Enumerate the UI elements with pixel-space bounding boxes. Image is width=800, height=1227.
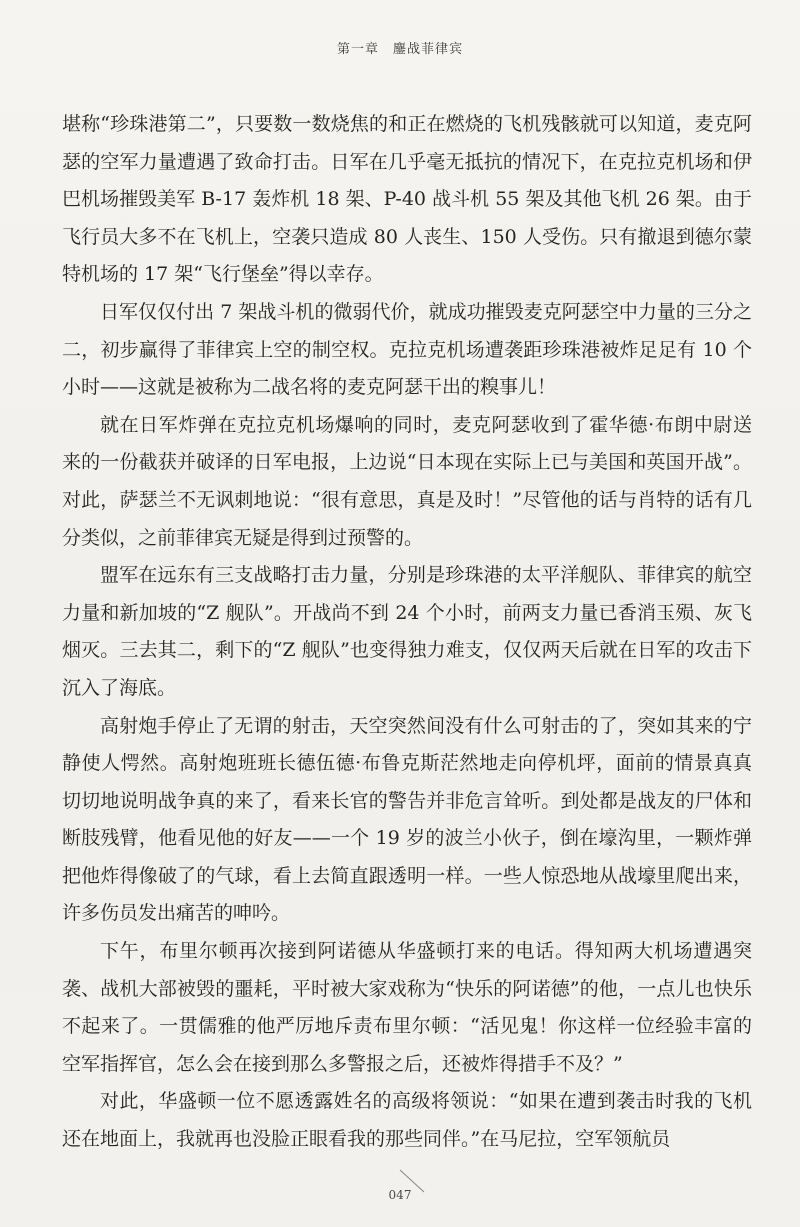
paragraph-1: 堪称“珍珠港第二”，只要数一数烧焦的和正在燃烧的飞机残骸就可以知道，麦克阿瑟的空军力量遭遇了致命打击。日军在几乎毫无抵抗的情况下，在克拉克机场和伊巴机场摧毁美军 B-17 轰炸机 18 架、P-40 战斗机 55 架及其他飞机 26 架。由于飞行员大多不在飞机上，空袭只造成 80 人丧生、150 人受伤。只有撤退到德尔蒙特机场的 17 架“飞行堡垒”得以幸存。 <box>62 113 752 286</box>
paragraph-6: 下午，布里尔顿再次接到阿诺德从华盛顿打来的电话。得知两大机场遭遇突袭、战机大部被毁的噩耗，平时被大家戏称为“快乐的阿诺德”的他，一点儿也快乐不起来了。一贯儒雅的他严厉地斥责布里尔顿：“活见鬼！你这样一位经验丰富的空军指挥官，怎么会在接到那么多警报之后，还被炸得措手不及？” <box>62 940 752 1075</box>
paragraph-5: 高射炮手停止了无谓的射击，天空突然间没有什么可射击的了，突如其来的宁静使人愕然。高射炮班班长德伍德·布鲁克斯茫然地走向停机坪，面前的情景真真切切地说明战争真的来了，看来长官的警告并非危言耸听。到处都是战友的尸体和断肢残臂，他看见他的好友——一个 19 岁的波兰小伙子，倒在壕沟里，一颗炸弹把他炸得像破了的气球，看上去简直跟透明一样。一些人惊恐地从战壕里爬出来，许多伤员发出痛苦的呻吟。 <box>62 714 752 925</box>
chapter-title: 鏖战菲律宾 <box>393 42 464 57</box>
paragraph-3: 就在日军炸弹在克拉克机场爆响的同时，麦克阿瑟收到了霍华德·布朗中尉送来的一份截获并破译的日军电报，上边说“日本现在实际上已与美国和英国开战”。对此，萨瑟兰不无讽刺地说：“很有意思，真是及时！”尽管他的话与肖特的话有几分类似，之前菲律宾无疑是得到过预警的。 <box>62 413 752 549</box>
paragraph-4: 盟军在远东有三支战略打击力量，分别是珍珠港的太平洋舰队、菲律宾的航空力量和新加坡的“Z 舰队”。开战尚不到 24 个小时，前两支力量已香消玉殒、灰飞烟灭。三去其二，剩下的“Z 舰队”也变得独力难支，仅仅两天后就在日军的攻击下沉入了海底。 <box>62 564 752 699</box>
page-number: 047 <box>388 1188 412 1202</box>
paragraph-2: 日军仅仅付出 7 架战斗机的微弱代价，就成功摧毁麦克阿瑟空中力量的三分之二，初步赢得了菲律宾上空的制空权。克拉克机场遭袭距珍珠港被炸足足有 10 个小时——这就是被称为二战名将的麦克阿瑟干出的糗事儿！ <box>62 300 752 399</box>
chapter-number: 第一章 <box>336 42 379 57</box>
running-header <box>0 38 800 57</box>
body-text <box>62 106 752 1159</box>
paragraph-7: 对此，华盛顿一位不愿透露姓名的高级将领说：“如果在遭到袭击时我的飞机还在地面上，我就再也没脸正眼看我的那些同伴。”在马尼拉，空军领航员 <box>62 1090 752 1151</box>
